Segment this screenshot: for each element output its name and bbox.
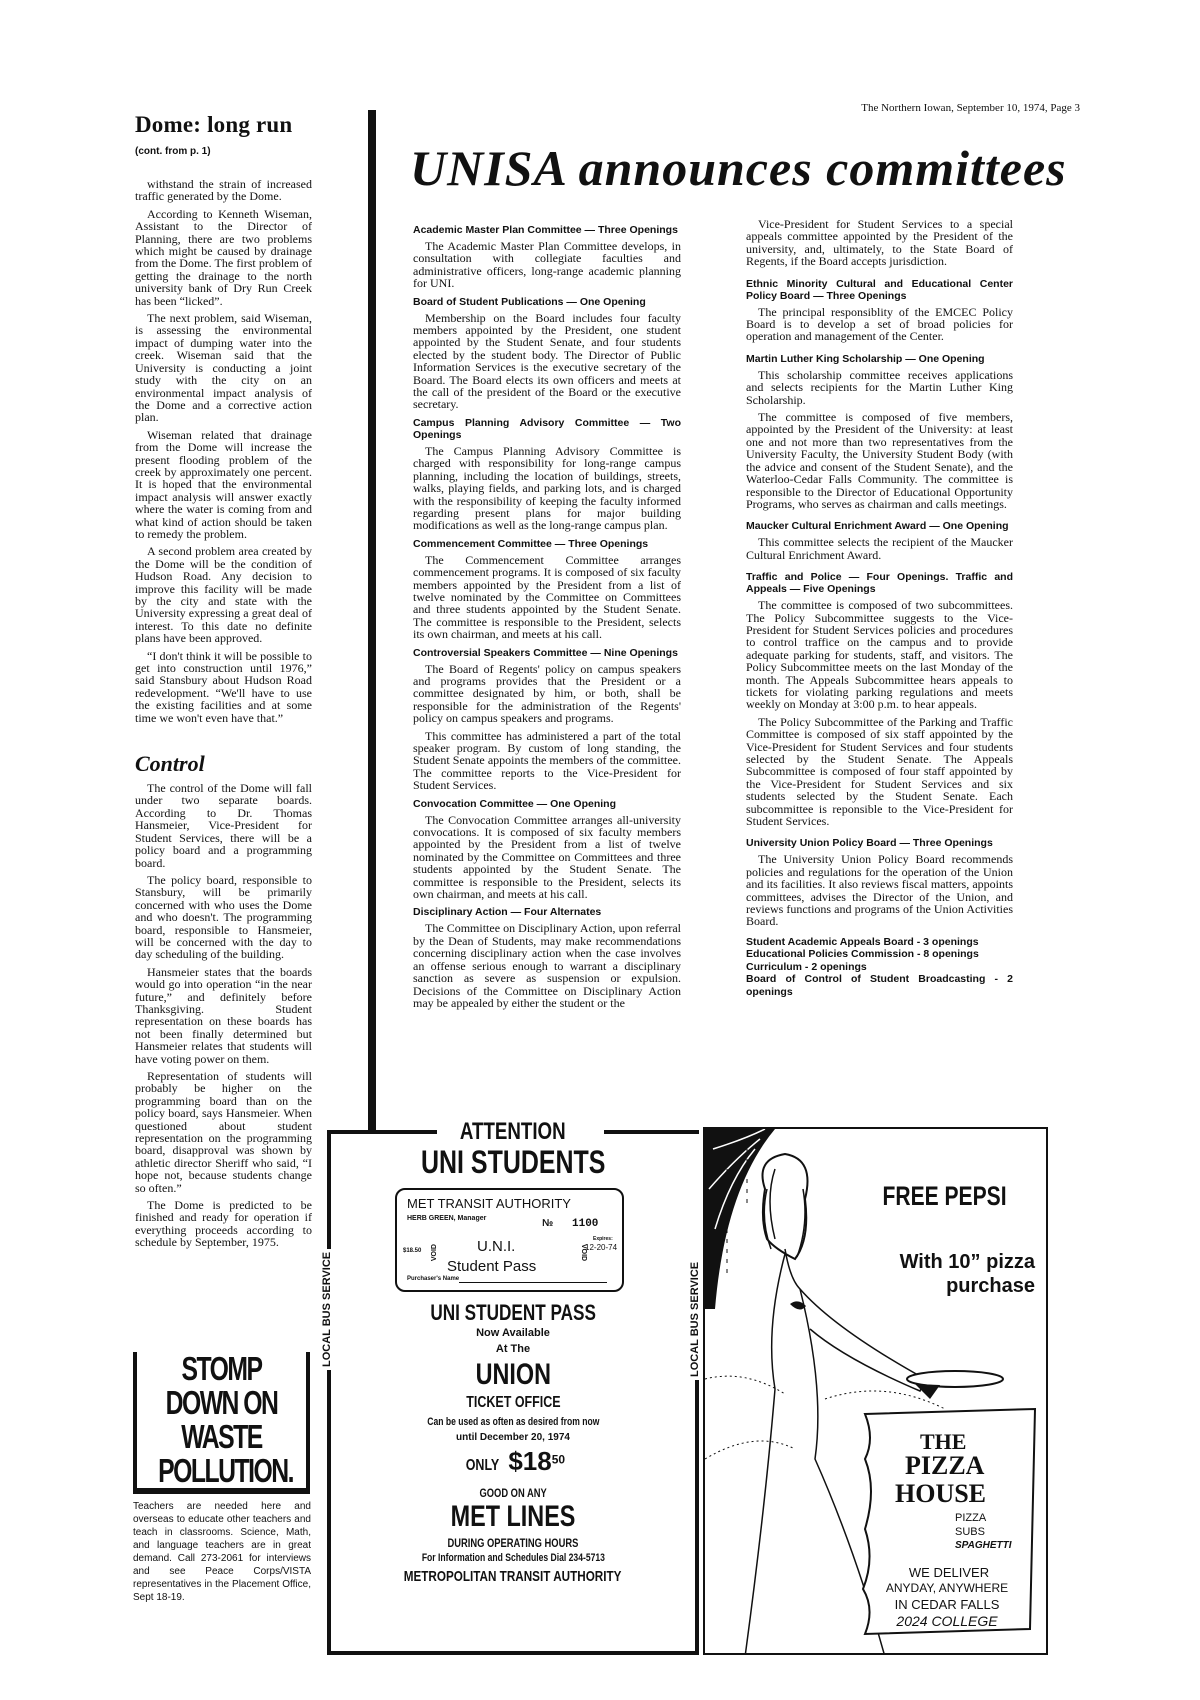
pass-manager: HERB GREEN, Manager — [407, 1215, 487, 1222]
committee-section — [413, 417, 681, 532]
committee-heading: Board of Student Publications — One Opening — [413, 295, 646, 308]
committee-description: The principal responsiblity of the EMCEC Policy Board is to develop a set of broad policies for operation and management of the Center. — [746, 304, 1013, 344]
article-paragraph: According to Kenneth Wiseman, Assistant to the Director of Planning, there are two problems which might be caused by drainage from the Dome. The first problem of getting the drainage to the north university bank of Dry Run Creek has been “licked”. — [135, 206, 312, 308]
free-pepsi-text: FREE PEPSI — [882, 1181, 1008, 1211]
committee-heading: Traffic and Police — Four Openings. Traffic and Appeals — Five Openings — [746, 571, 1013, 596]
free-pepsi — [845, 1181, 1045, 1212]
until-date: until December 20, 1974 — [456, 1432, 570, 1443]
student-pass-card — [395, 1188, 624, 1292]
openings-item: Board of Control of Student Broadcasting - 2 openings — [746, 973, 1013, 998]
article-paragraph: Hansmeier states that the boards would go into operation “in the near future,” and definitely before Thanksgiving. Student representation on these boards has not been finally determined but Hansmeier relates that students will have voting power on them. — [135, 964, 312, 1066]
committee-heading: Campus Planning Advisory Committee — Two Openings — [413, 416, 681, 441]
committee-section — [746, 218, 1013, 268]
dome-article-body — [135, 178, 312, 1254]
committee-section — [413, 647, 681, 792]
committee-description: The Academic Master Plan Committee develops, in consultation with collegiate faculties and administrative officers, long-range academic planning for UNI. — [413, 239, 681, 291]
pass-line2: Student Pass — [447, 1258, 537, 1275]
committee-section — [746, 353, 1013, 510]
committee-heading: Martin Luther King Scholarship — One Opening — [746, 352, 985, 365]
article-paragraph: The Dome is predicted to be finished and ready for operation if everything proceeds according to schedule by September, 1975. — [135, 1198, 312, 1250]
committee-section — [746, 837, 1013, 927]
info-text: For Information and Schedules Dial 234-5713 — [421, 1552, 605, 1564]
committee-heading: Convocation Committee — One Opening — [413, 797, 617, 810]
committee-description: The committee is composed of five members, appointed by the President of the University: at least one and not more than two representatives from the University Faculty, the University Student Body (with the advice and consent of the Student Senate), and the Waterloo-Cedar Falls Community. The committee is responsible to the Director of Educational Opportunity Programs, who serves as chairman and calls meetings. — [746, 410, 1013, 511]
pizza-house-house: HOUSE — [895, 1479, 987, 1508]
pass-number-label: № — [542, 1218, 554, 1229]
openings-item: Educational Policies Commission - 8 openings — [746, 948, 979, 961]
committee-section — [413, 538, 681, 641]
stomp-line: POLLUTION. — [158, 1452, 293, 1489]
openings-item: Curriculum - 2 openings — [746, 960, 867, 973]
openings-list — [746, 936, 1013, 999]
frame-line — [327, 1651, 699, 1655]
peace-corps-notice: Teachers are needed here and overseas to educate other teachers and teach in classrooms. Science, Math, and language teachers are in great demand. Call 273-2061 for interviews and see Peace Corps/VISTA representatives in the Placement Office, Sept 18-19. — [133, 1501, 311, 1603]
committee-description: The Campus Planning Advisory Committee is charged with responsibility for long-range campus planning, including the location of buildings, streets, walks, playing fields, and parking lots, and is charged with the responsibility of keeping the faculty informed regarding present plans for major building modifications as well as the long-range campus plan. — [413, 443, 681, 533]
usage-text: Can be used as often as desired from now — [426, 1416, 600, 1428]
committee-description: The Policy Subcommittee of the Parking and Traffic Committee is composed of six staff appointed by the Vice-President for Student Services and four students selected by the Student Senate. The Appeals Subcommittee is composed of four staff appointed by the Vice-President for Student Services and six students selected by the Student Senate. Each subcommittee is reponsible to the Vice-President for Student Services. — [746, 714, 1013, 829]
committee-section — [746, 278, 1013, 343]
committee-section — [413, 296, 681, 411]
stomp-line: DOWN ON — [165, 1384, 278, 1421]
article-paragraph: The policy board, responsible to Stansbury, will be primarily concerned with who uses the Dome and who doesn't. The programming board, responsible to Hansmeier, will be concerned with the day to day scheduling of the building. — [135, 872, 312, 962]
pizza-house-pizza: PIZZA — [905, 1451, 985, 1480]
pass-price: $18.50 — [403, 1248, 422, 1254]
with-pizza: With 10” pizza — [899, 1251, 1035, 1273]
price-cents: 50 — [551, 1452, 566, 1467]
pizza-house-ad — [703, 1127, 1048, 1655]
committee-section — [746, 520, 1013, 561]
delivery-line: IN CEDAR FALLS — [894, 1597, 1000, 1612]
operating-hours — [327, 1536, 699, 1550]
committee-description: The Board of Regents' policy on campus speakers and programs provides that the President or a committee designated by him, or both, shall be responsible for the administration of the Regents' policy on campus speakers and programs. — [413, 661, 681, 726]
usage-note — [327, 1416, 699, 1428]
stomp-line: WASTE — [181, 1418, 262, 1455]
dome-article-title: Dome: long run — [135, 112, 293, 137]
article-paragraph: Wiseman related that drainage from the Dome will increase the present flooding problem of the creek by approximately one percent. It is hoped that the environmental impact analysis will answer exactly where the water is coming from and what kind of action should be taken to remedy the problem. — [135, 427, 312, 541]
committee-section — [746, 571, 1013, 827]
committee-heading: Ethnic Minority Cultural and Educational Center Policy Board — Three Openings — [746, 277, 1013, 302]
good-on-any — [327, 1486, 699, 1500]
pizza-address: 2024 COLLEGE — [896, 1613, 998, 1629]
committee-section — [413, 224, 681, 290]
committees-middle-column — [413, 218, 681, 1014]
dome-paragraphs-b — [135, 782, 312, 1249]
continued-note: (cont. from p. 1) — [135, 146, 211, 157]
good-on-text: GOOD ON ANY — [479, 1486, 547, 1500]
menu-item: SPAGHETTI — [955, 1540, 1012, 1551]
right-sections — [746, 218, 1013, 928]
column-divider — [368, 110, 372, 1130]
met-lines — [327, 1500, 699, 1534]
dome-paragraphs-a — [135, 178, 312, 724]
purchaser-name-line — [459, 1282, 607, 1283]
local-bus-service-label: LOCAL BUS SERVICE — [321, 1249, 333, 1370]
met-transit-ad — [321, 1118, 701, 1655]
committee-description: The Committee on Disciplinary Action, upon referral by the Dean of Students, may make recommendations concerning disciplinary action when the case involves an offense serious enough to warrant a disciplinary sanction as severe as suspension or expulsion. Decisions of the Committee on Disciplinary Action may be appealed by either the student or the — [413, 921, 681, 1010]
delivery-line: ANYDAY, ANYWHERE — [885, 1581, 1009, 1595]
mta-footer — [327, 1568, 699, 1585]
only-label: ONLY — [465, 1457, 500, 1474]
uni-students-heading — [327, 1144, 699, 1181]
article-paragraph: A second problem area created by the Dome will be the condition of Hudson Road. Any decision to improve this facility will be made by the city and state with the University expressing a great deal of interest. To this date no definite plans have been approved. — [135, 544, 312, 646]
expires-label: Expires: — [593, 1236, 613, 1242]
purchaser-name-label: Purchaser's Name — [407, 1276, 460, 1282]
pass-number: 1100 — [572, 1218, 599, 1230]
committee-description: The Convocation Committee arranges all-university convocations. It is composed of six faculty members appointed by the President from a list of twelve nominated by the Committee on Committees and three students appointed by the Student Senate. The committee is responsible to the President, selects its own chairman, and meets at his call. — [413, 812, 681, 902]
committee-description: This scholarship committee receives applications and selects recipients for the Martin Luther King Scholarship. — [746, 367, 1013, 407]
committee-heading: Maucker Cultural Enrichment Award — One Opening — [746, 520, 1009, 533]
committees-right-column — [746, 218, 1013, 998]
price-dollars: $18 — [508, 1446, 552, 1476]
committee-description: The Commencement Committee arranges commencement programs. It is composed of six faculty members appointed by the President from a list of twelve nominated by the Committee on Committees and three students appointed by the Student Senate. The committee is responsible to the President, selects its own chairman, and meets at his call. — [413, 552, 681, 642]
committee-heading: Controversial Speakers Committee — Nine Openings — [413, 646, 678, 659]
pizza-house-the: THE — [920, 1429, 967, 1454]
committee-description: This committee selects the recipient of the Maucker Cultural Enrichment Award. — [746, 535, 1013, 562]
now-available: Now Available — [476, 1327, 550, 1339]
committee-heading: Commencement Committee — Three Openings — [413, 537, 649, 550]
purchase: purchase — [946, 1275, 1035, 1297]
menu-item: SUBS — [955, 1526, 985, 1538]
pass-authority: MET TRANSIT AUTHORITY — [407, 1196, 571, 1211]
hours-text: DURING OPERATING HOURS — [447, 1536, 579, 1550]
price-line — [327, 1446, 699, 1477]
page-masthead: The Northern Iowan, September 10, 1974, Page 3 — [861, 102, 1080, 114]
stomp-pollution-ad — [133, 1352, 310, 1494]
committee-description: This committee has administered a part of the total speaker program. By custom of long standing, the Student Senate appoints the members of the committee. The committee reports to the Vice-President for Student Services. — [413, 728, 681, 793]
article-paragraph: The control of the Dome will fall under two separate boards. According to Dr. Thomas Hansmeier, Vice-President for Student Services, there will be a policy board and a programming board. — [135, 781, 312, 870]
committee-description: The University Union Policy Board recommends policies and regulations for the operation of the Union and its facilities. It also reviews fiscal matters, appoints committees, advises the Director of the Union, and reviews functions and programs of the Union Activities Board. — [746, 852, 1013, 929]
committee-heading: Academic Master Plan Committee — Three Openings — [413, 224, 678, 236]
article-paragraph: “I don't think it will be possible to get into construction until 1976,” said Stansbury about Hudson Road redevelopment. “We'll have to use the existing facilities and at some time we won't even have that.” — [135, 648, 312, 725]
students-text: UNI STUDENTS — [420, 1144, 606, 1180]
pass-line1: U.N.I. — [477, 1238, 516, 1255]
committee-description: The committee is composed of two subcommittees. The Policy Subcommittee suggests to the Vice-President for Student Services policies and procedures to control traffice on the campus and to provide adequate parking for students, staff, and visitors. The Policy Subcommittee meets on the last Monday of the month. The Appeals Subcommittee hears appeals to tickets for violating parking regulations and meets weekly on Monday at 3:00 p.m. to hear appeals. — [746, 598, 1013, 712]
attention-text: ATTENTION — [460, 1118, 566, 1145]
ticket-office-text: TICKET OFFICE — [465, 1394, 561, 1411]
ticket-office — [327, 1394, 699, 1412]
void-stamp: VOID — [431, 1244, 438, 1262]
control-subhead: Control — [135, 751, 205, 777]
committee-description: Membership on the Board includes four faculty members appointed by the President, one student appointed by the Student Senate, and four students elected by the student body. The Director of Public Information Services is the executive secretary of the Board. The Board elects its own officers and meets at the call of the president of the Board or the executive secretary. — [413, 310, 681, 412]
committee-section — [413, 798, 681, 901]
met-lines-text: MET LINES — [450, 1500, 576, 1533]
union-text: UNION — [475, 1358, 551, 1391]
mta-text: METROPOLITAN TRANSIT AUTHORITY — [404, 1568, 622, 1585]
openings-item: Student Academic Appeals Board - 3 openings — [746, 935, 979, 948]
local-bus-service-label: LOCAL BUS SERVICE — [689, 1259, 701, 1380]
expires-date: 12-20-74 — [585, 1243, 618, 1252]
article-paragraph: The next problem, said Wiseman, is assessing the environmental impact of dumping water into the creek. Wiseman said that the University is conducting a joint study with the city on an environmental impact analysis of the Dome and a corrective action plan. — [135, 311, 312, 425]
committee-section — [413, 906, 681, 1009]
unisa-headline: UNISA announces committees — [410, 140, 1067, 196]
committee-heading: University Union Policy Board — Three Openings — [746, 837, 993, 850]
union-heading — [327, 1358, 699, 1392]
menu-item: PIZZA — [955, 1512, 987, 1524]
stomp-line: STOMP — [181, 1350, 262, 1387]
delivery-line: WE DELIVER — [908, 1565, 990, 1580]
void-stamp: VOID — [580, 1244, 587, 1262]
article-paragraph: withstand the strain of increased traffic generated by the Dome. — [135, 177, 312, 204]
pass-title-text: UNI STUDENT PASS — [430, 1300, 596, 1325]
committee-description: Vice-President for Student Services to a special appeals committee appointed by the President of the university, and, ultimately, to the State Board of Regents, if the Board accepts jurisdiction. — [746, 217, 1013, 269]
committee-heading: Disciplinary Action — Four Alternates — [413, 906, 602, 919]
attention-heading — [327, 1118, 699, 1146]
info-line — [327, 1552, 699, 1564]
at-the: At The — [495, 1343, 531, 1355]
article-paragraph: Representation of students will probably be higher on the programming board than on the policy board, says Hansmeier. When questioned about student representation on the programming board, disapproval was shown by athletic director Sheriff who said, “I hope not, because students change so often.” — [135, 1069, 312, 1195]
pass-title — [327, 1300, 699, 1326]
